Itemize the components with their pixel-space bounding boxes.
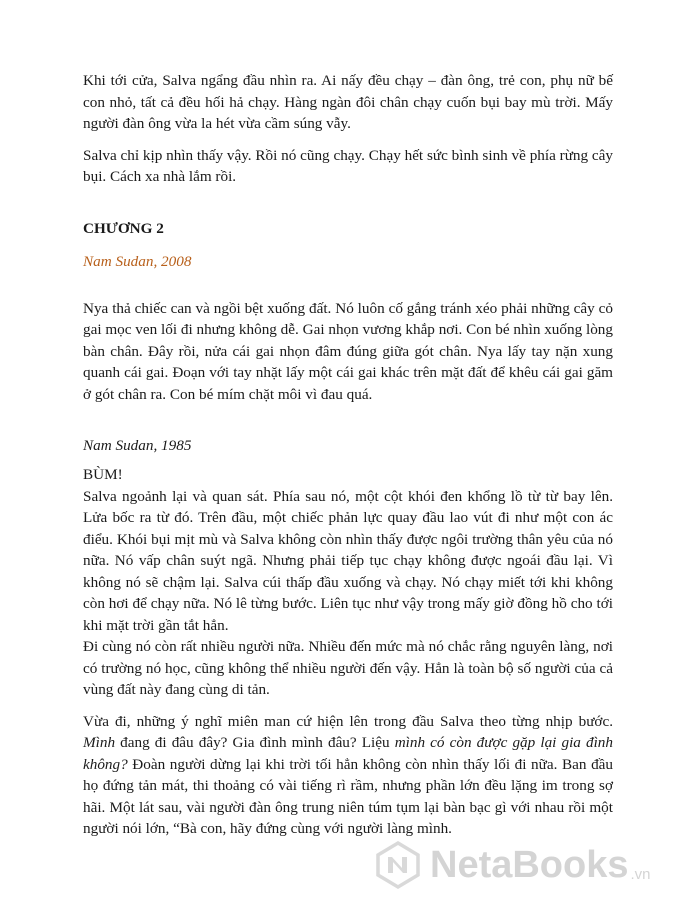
chapter-title: CHƯƠNG 2 bbox=[83, 219, 164, 237]
netabooks-logo-icon bbox=[372, 839, 424, 891]
watermark-suffix: .vn bbox=[630, 866, 651, 883]
paragraph-salva-looks: Salva ngoảnh lại và quan sát. Phía sau nó, một cột khói đen khổng lồ từ từ bay lên. Lửa bốc ra từ đó. Trên đầu, một chiếc phản lực quay đầu lao vút đi như một con ác điểu. Khói bụi mịt mù và Salva không còn nhìn thấy được ngôi trường thân yêu của nó nữa. Nó vấp chân suýt ngã. Nhưng phải tiếp tục chạy không được ngoái đầu lại. Vì không nó sẽ chậm lại. Salva cúi thấp đầu xuống và chạy. Nó chạy miết tới khi không còn hơi để chạy nữa. Nó lê từng bước. Liên tục như vậy trong mấy giờ đồng hồ cho tới khi mặt trời gần tắt hẳn. bbox=[83, 487, 613, 634]
paragraph-crowd: Đi cùng nó còn rất nhiều người nữa. Nhiều đến mức mà nó chắc rằng nguyên làng, nơi có trường nó học, cũng không thể nhiều người đến vậy. Hẳn là toàn bộ số người của cả vùng đất này đang cùng di tản. bbox=[83, 638, 613, 698]
thoughts-italic-d: mình có còn được gặp lại gia đình không? bbox=[83, 734, 613, 773]
book-page bbox=[83, 70, 613, 840]
watermark bbox=[372, 835, 692, 895]
thoughts-text-a: Vừa đi, những ý nghĩ miên man cứ hiện lên trong đầu Salva theo từng nhịp bước. bbox=[83, 712, 613, 730]
paragraph-thoughts bbox=[83, 711, 613, 840]
section-heading-2008: Nam Sudan, 2008 bbox=[83, 252, 192, 270]
section-heading-1985: Nam Sudan, 1985 bbox=[83, 437, 192, 454]
thoughts-text-c: đang đi đâu đây? Gia đình mình đâu? Liệu bbox=[115, 734, 395, 751]
paragraph-bum: BÙM! bbox=[83, 466, 123, 483]
thoughts-italic-b: Mình bbox=[83, 734, 116, 751]
paragraph-arrival: Khi tới cửa, Salva ngẩng đầu nhìn ra. Ai nấy đều chạy – đàn ông, trẻ con, phụ nữ bế con nhỏ, tất cả đều hối hả chạy. Hàng ngàn đôi chân chạy cuốn bụi bay mù trời. Mấy người đàn ông vừa la hét vừa cầm súng vẫy. bbox=[83, 72, 613, 132]
paragraph-nya: Nya thả chiếc can và ngồi bệt xuống đất. Nó luôn cố gắng tránh xéo phải những cây cỏ gai mọc ven lối đi nhưng không dễ. Gai nhọn vương khắp nơi. Con bé nhìn xuống lòng bàn chân. Đây rồi, nửa cái gai nhọn đâm đúng giữa gót chân. Nya lấy tay nặn xung quanh cái gai. Đoạn với tay nhặt lấy một cái gai khác trên mặt đất để khêu cái gai găm ở gót chân ra. Con bé mím chặt môi vì đau quá. bbox=[83, 299, 613, 403]
thoughts-text-e: Đoàn người dừng lại khi trời tối hẳn không còn nhìn thấy lối đi nữa. Ban đầu họ đứng tản mát, thi thoảng có vài tiếng rì rầm, nhưng phần lớn đều lặng im trong sợ hãi. Một lát sau, vài người đàn ông trung niên túm tụm lại bàn bạc gì với nhau rồi một người nói lớn, “Bà con, hãy đứng cùng với người làng mình. bbox=[83, 755, 613, 837]
paragraph-run: Salva chỉ kịp nhìn thấy vậy. Rồi nó cũng chạy. Chạy hết sức bình sinh về phía rừng cây bụi. Cách xa nhà lắm rồi. bbox=[83, 146, 613, 185]
watermark-brand: NetaBooks bbox=[430, 844, 629, 886]
